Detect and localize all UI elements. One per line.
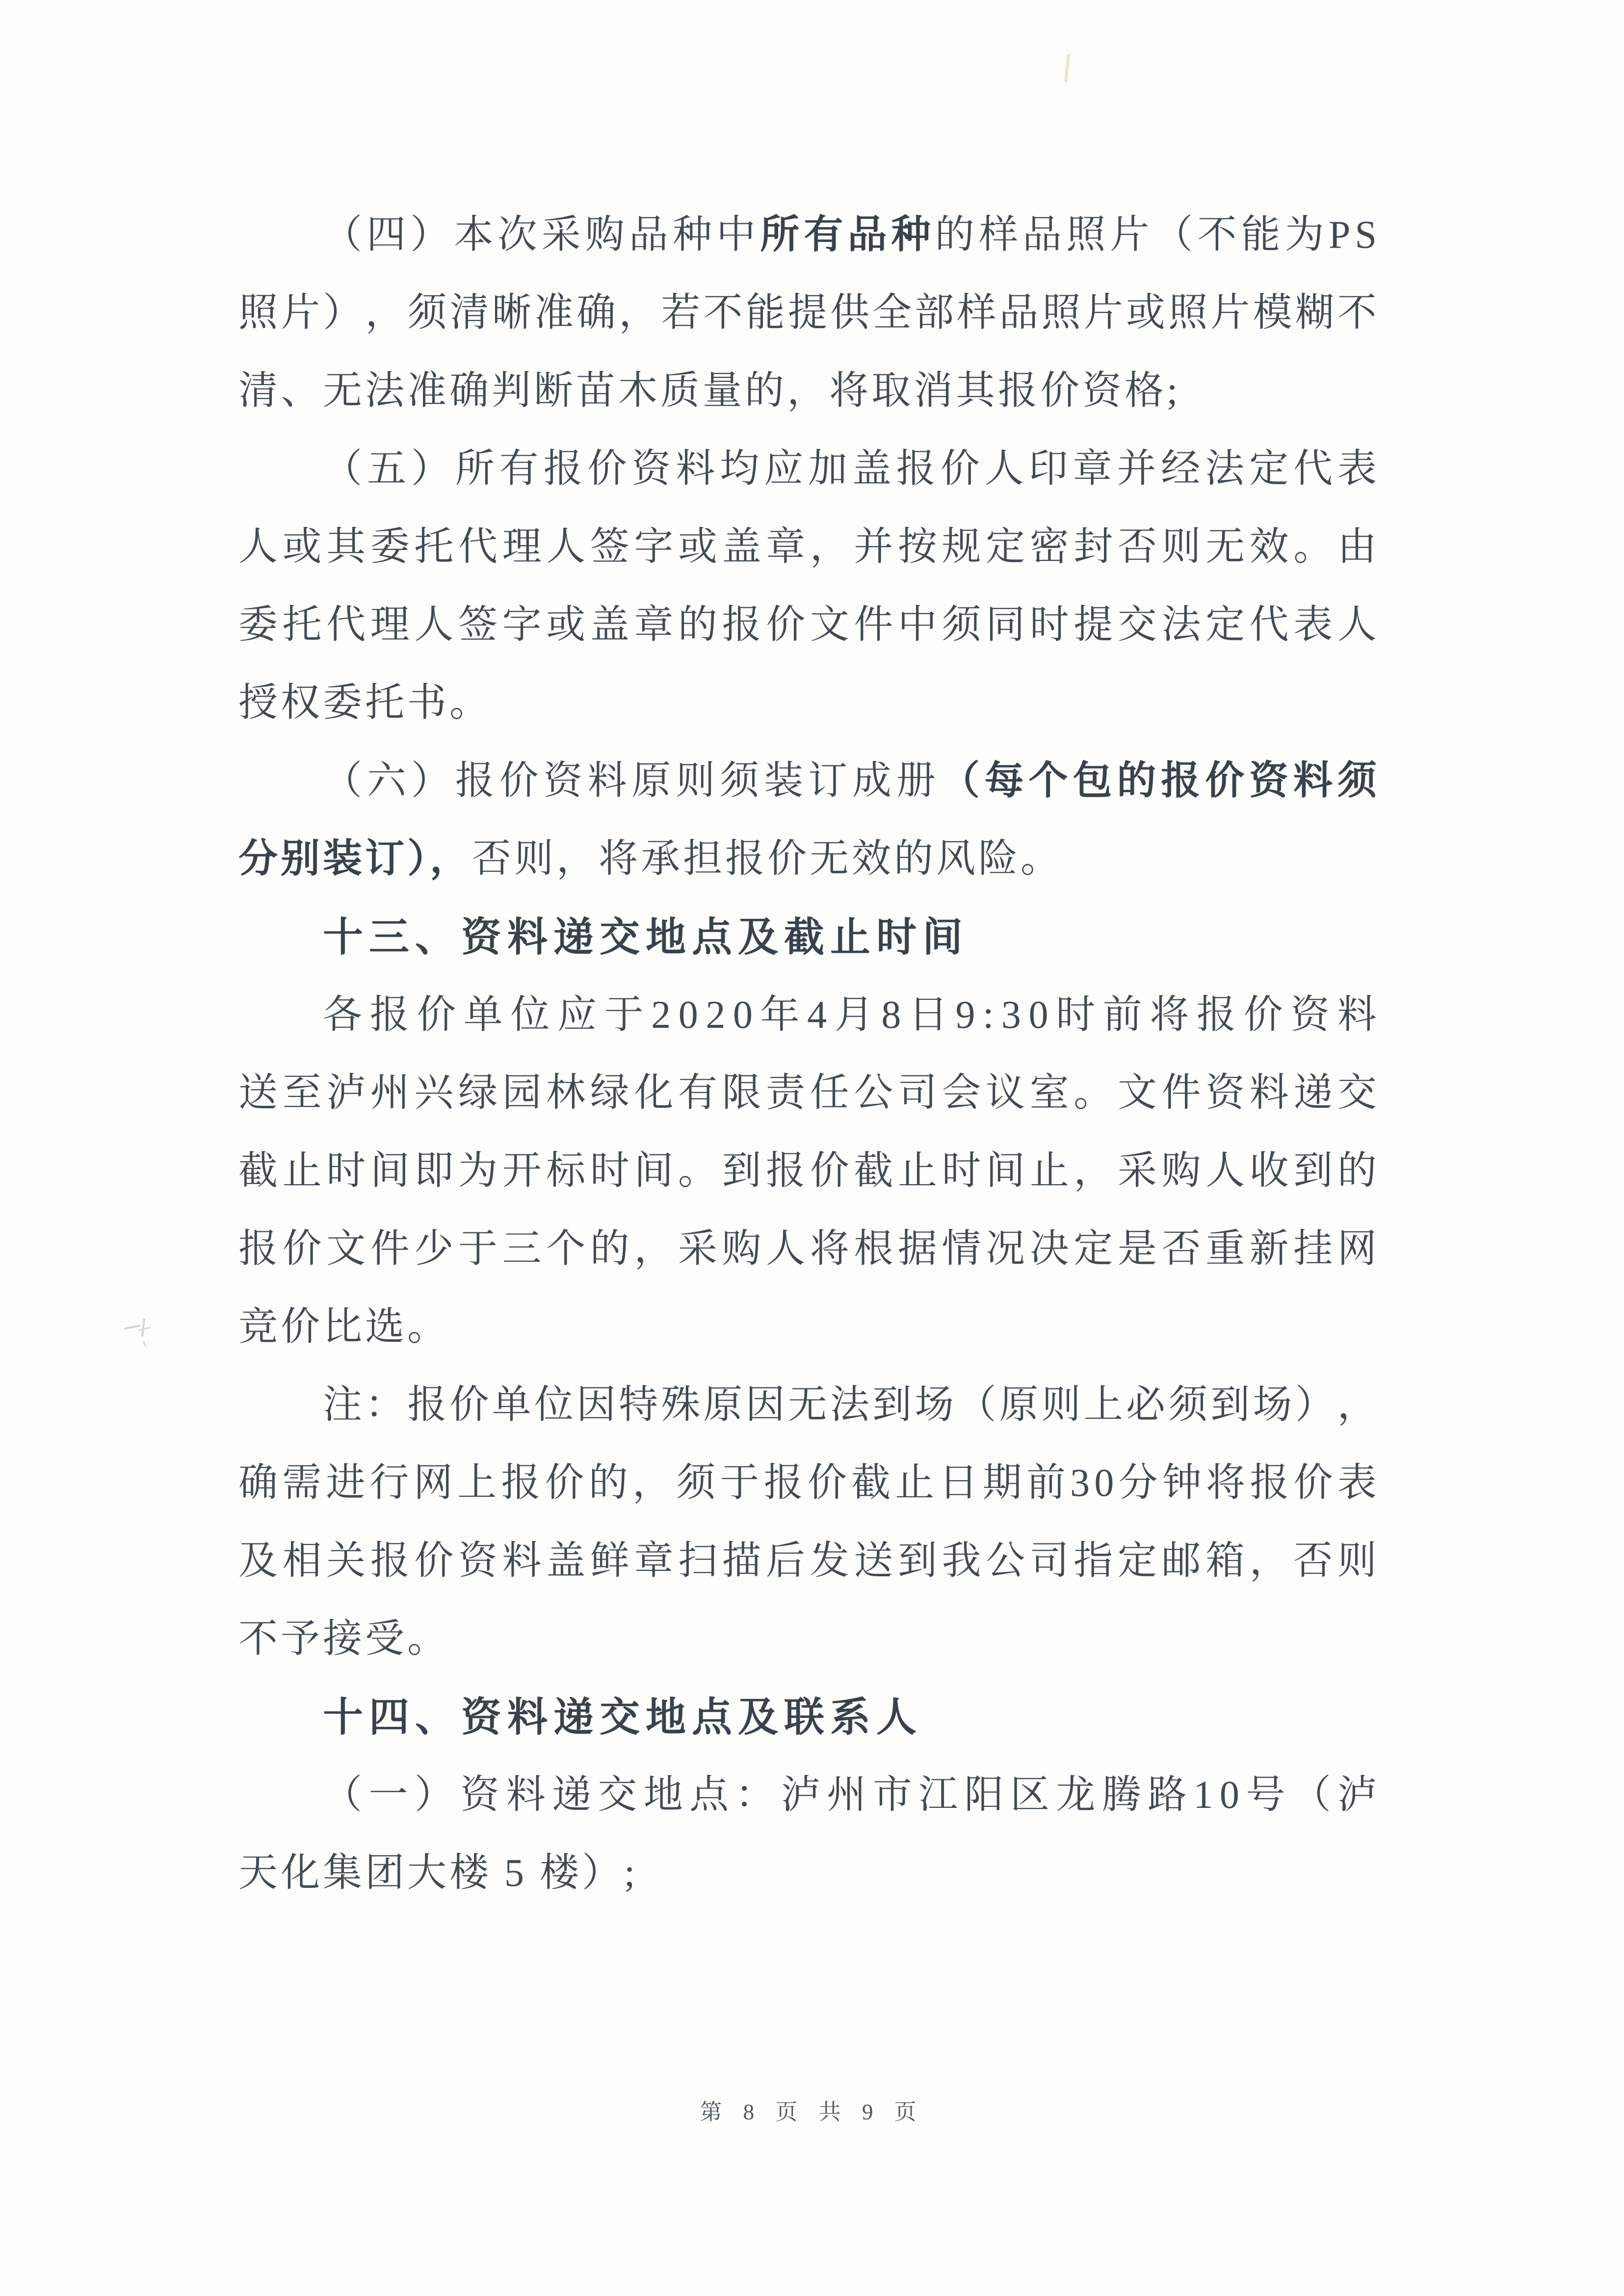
text-line: 及 相 关 报 价 资 料 盖 鲜 章 扫 描 后 发 送 到 我 公 司 指 定 邮 箱 ， 否 则: [238, 1539, 1377, 1583]
text-line: （ 四 ） 本 次 采 购 品 种 中 所 有 品 种 的 样 品 照 片 （ 不 能 为 P S: [323, 213, 1377, 257]
text-line: （ 一 ） 资 料 递 交 地 点 ： 泸 州 市 江 阳 区 龙 腾 路 1 0 号 （ 泸: [323, 1774, 1377, 1817]
page-footer: 第 8 页 共 9 页: [700, 2100, 924, 2124]
text-line: 确 需 进 行 网 上 报 价 的 ， 须 于 报 价 截 止 日 期 前 3 0 分 钟 将 报 价 表: [238, 1461, 1377, 1505]
text-line: 照 片 ） ， 须 清 晰 准 确 ， 若 不 能 提 供 全 部 样 品 照 片 或 照 片 模 糊 不: [238, 291, 1377, 335]
document-lines: [238, 196, 1377, 1912]
text-line: 送 至 泸 州 兴 绿 园 林 绿 化 有 限 责 任 公 司 会 议 室 。 文 件 资 料 递 交: [238, 1071, 1377, 1115]
text-line: 各 报 价 单 位 应 于 2 0 2 0 年 4 月 8 日 9 : 3 0 时 前 将 报 价 资 料: [323, 993, 1377, 1037]
text-line: 清、无法准确判断苗木质量的，将取消其报价资格;: [238, 369, 1181, 413]
text-line: 分别装订），否则，将承担报价无效的风险。: [238, 837, 1063, 881]
text-line: 天化集团大楼 5 楼）;: [238, 1852, 638, 1895]
text-line: 截 止 时 间 即 为 开 标 时 间 。 到 报 价 截 止 时 间 止 ， 采 购 人 收 到 的: [238, 1149, 1377, 1193]
text-line: 委 托 代 理 人 签 字 或 盖 章 的 报 价 文 件 中 须 同 时 提 交 法 定 代 表 人: [238, 603, 1377, 647]
text-line: （ 五 ） 所 有 报 价 资 料 均 应 加 盖 报 价 人 印 章 并 经 法 定 代 表: [323, 447, 1377, 491]
yellow-streak-artifact: [1064, 54, 1070, 82]
text-line: 竞价比选。: [238, 1305, 449, 1349]
text-line: 报 价 文 件 少 于 三 个 的 ， 采 购 人 将 根 据 情 况 决 定 是 否 重 新 挂 网: [238, 1227, 1377, 1271]
text-line: 授权委托书。: [238, 681, 492, 725]
text-line: 人 或 其 委 托 代 理 人 签 字 或 盖 章 ， 并 按 规 定 密 封 否 则 无 效 。 由: [238, 525, 1377, 569]
pencil-smudge-artifact: [122, 1311, 160, 1352]
text-line: 不予接受。: [238, 1618, 449, 1661]
section-heading: 十四、资料递交地点及联系人: [323, 1695, 923, 1740]
text-line: （ 六 ） 报 价 资 料 原 则 须 装 订 成 册 （ 每 个 包 的 报 价 资 料 须: [323, 759, 1377, 803]
text-line: 注 ： 报 价 单 位 因 特 殊 原 因 无 法 到 场 （ 原 则 上 必 须 到 场 ） ，: [323, 1383, 1377, 1427]
section-heading: 十三、资料递交地点及截止时间: [323, 915, 969, 960]
